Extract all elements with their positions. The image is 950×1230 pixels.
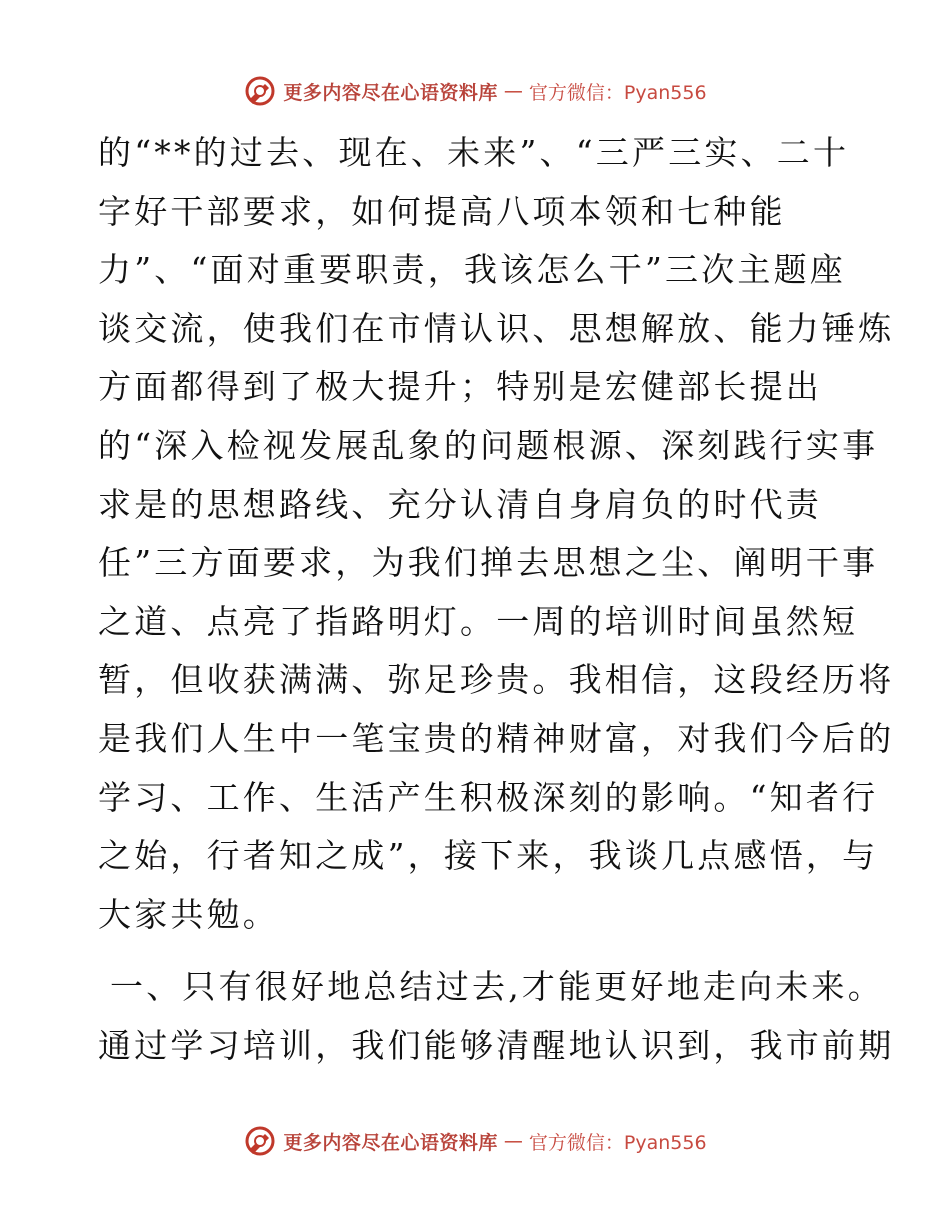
footer-banner: [0, 1124, 950, 1158]
banner-separator: —: [503, 1130, 523, 1152]
pen-swirl-logo-icon: [243, 1124, 277, 1158]
text-line: 方面都得到了极大提升；特别是宏健部长提出: [98, 367, 822, 407]
document-body: [98, 124, 895, 1076]
banner-slogan: 更多内容尽在心语资料库: [283, 1131, 498, 1154]
text-line: 是我们人生中一笔宝贵的精神财富，对我们今后的: [98, 718, 895, 758]
text-line: 的“**的过去、现在、未来”、“三严三实、二十: [98, 133, 850, 172]
pen-swirl-logo-icon: [243, 74, 277, 108]
text-line: 暂，但收获满满、弥足珍贵。我相信，这段经历将: [98, 660, 895, 700]
text-line: 的“深入检视发展乱象的问题根源、深刻践行实事: [98, 425, 879, 465]
text-line: 任”三方面要求，为我们掸去思想之尘、阐明干事: [98, 543, 879, 583]
text-line: 之始，行者知之成”，接下来，我谈几点感悟，与: [98, 836, 879, 876]
section-heading: 一、只有很好地总结过去,才能更好地走向未来。: [110, 967, 884, 1007]
banner-wechat: 官方微信：Pyan556: [528, 81, 707, 104]
text-line: 力”、“面对重要职责，我该怎么干”三次主题座: [98, 250, 847, 290]
banner-separator: —: [503, 80, 523, 102]
text-line: 之道、点亮了指路明灯。一周的培训时间虽然短: [98, 601, 859, 641]
text-line: 字好干部要求，如何提高八项本领和七种能: [98, 191, 786, 231]
text-line: 通过学习培训，我们能够清醒地认识到，我市前期: [98, 1025, 895, 1065]
banner-slogan: 更多内容尽在心语资料库: [283, 81, 498, 104]
text-line: 谈交流，使我们在市情认识、思想解放、能力锤炼: [98, 308, 895, 348]
text-line: 大家共勉。: [98, 894, 279, 934]
header-banner: [0, 74, 950, 108]
text-line: 求是的思想路线、充分认清自身肩负的时代责: [98, 484, 822, 524]
text-line: 学习、工作、生活产生积极深刻的影响。“知者行: [98, 777, 879, 817]
banner-wechat: 官方微信：Pyan556: [528, 1131, 707, 1154]
